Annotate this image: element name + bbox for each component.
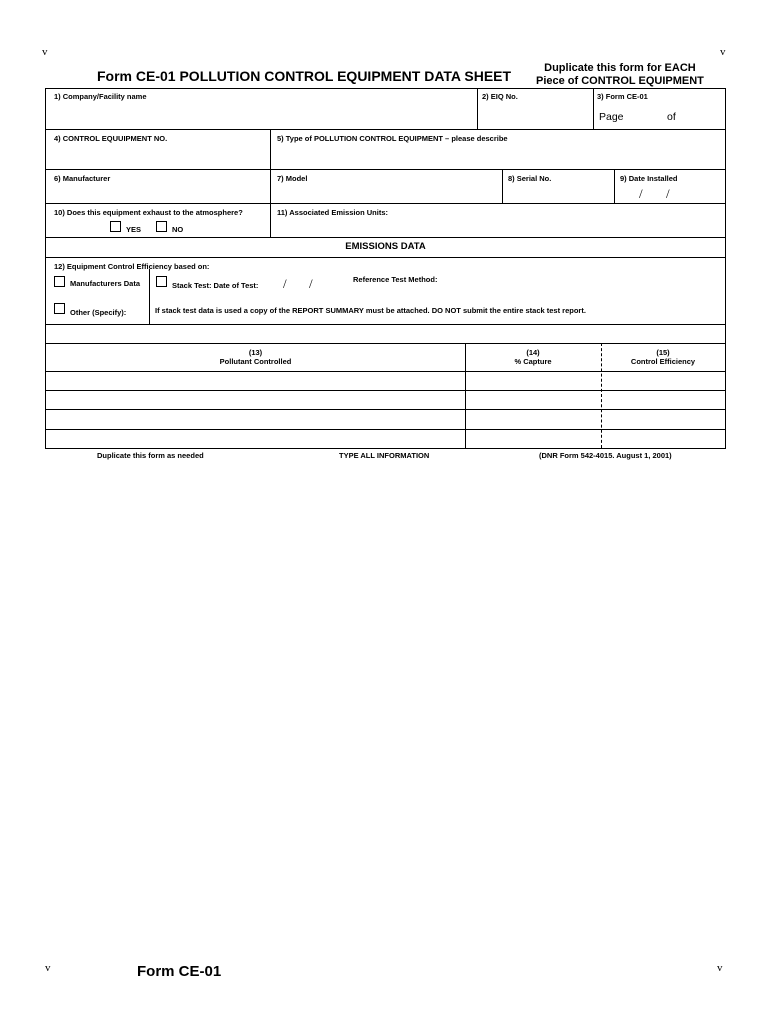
capture-percent-header bbox=[465, 348, 601, 366]
date-installed-slash-2: / bbox=[666, 186, 670, 201]
corner-mark-bottom-left: v bbox=[45, 962, 51, 974]
model-label: 7) Model bbox=[277, 174, 308, 183]
control-efficiency-header bbox=[601, 348, 725, 366]
other-specify-checkbox[interactable] bbox=[54, 303, 65, 314]
other-specify-label: Other (Specify): bbox=[70, 308, 127, 317]
corner-mark-top-left: v bbox=[42, 46, 48, 58]
no-label: NO bbox=[172, 225, 184, 234]
control-efficiency-number: (15) bbox=[656, 348, 670, 357]
pollutant-controlled-number: (13) bbox=[248, 348, 263, 357]
corner-mark-top-right: v bbox=[720, 46, 726, 58]
data-sheet-form bbox=[45, 88, 726, 449]
yes-checkbox[interactable] bbox=[110, 221, 121, 232]
eiq-number-label: 2) EIQ No. bbox=[482, 92, 518, 101]
stack-test-note: If stack test data is used a copy of the REPORT SUMMARY must be attached. DO NOT submit the entire stack test report. bbox=[155, 306, 586, 315]
stack-test-date-label: Stack Test: Date of Test: bbox=[172, 281, 259, 290]
stack-test-date-slash-2: / bbox=[309, 276, 313, 291]
date-installed-slash-1: / bbox=[639, 186, 643, 201]
type-all-information-note: TYPE ALL INFORMATION bbox=[339, 451, 430, 460]
capture-percent-label: % Capture bbox=[514, 357, 552, 366]
page-title: Form CE-01 POLLUTION CONTROL EQUIPMENT DATA SHEET bbox=[97, 68, 512, 84]
serial-number-label: 8) Serial No. bbox=[508, 174, 552, 183]
stack-test-date-slash-1: / bbox=[283, 276, 287, 291]
company-name-label: 1) Company/Facility name bbox=[54, 92, 147, 101]
duplicate-instruction bbox=[536, 62, 704, 88]
capture-percent-number: (14) bbox=[526, 348, 540, 357]
bottom-form-label: Form CE-01 bbox=[137, 963, 222, 980]
manufacturers-data-label: Manufacturers Data bbox=[70, 279, 141, 288]
page-of-label: of bbox=[667, 111, 676, 123]
duplicate-instruction-line2: Piece of CONTROL EQUIPMENT bbox=[536, 75, 704, 87]
equipment-type-label: 5) Type of POLLUTION CONTROL EQUIPMENT – please describe bbox=[277, 134, 508, 143]
pollutant-controlled-label: Pollutant Controlled bbox=[219, 357, 292, 366]
manufacturer-label: 6) Manufacturer bbox=[54, 174, 111, 183]
exhaust-question-label: 10) Does this equipment exhaust to the atmosphere? bbox=[54, 208, 243, 217]
control-equipment-number-label: 4) CONTROL EQUUIPMENT NO. bbox=[54, 134, 168, 143]
reference-test-method-label: Reference Test Method: bbox=[353, 275, 438, 284]
date-installed-label: 9) Date Installed bbox=[620, 174, 678, 183]
emission-units-label: 11) Associated Emission Units: bbox=[277, 208, 389, 217]
manufacturers-data-checkbox[interactable] bbox=[54, 276, 65, 287]
efficiency-basis-label: 12) Equipment Control Efficiency based on: bbox=[54, 262, 210, 271]
yes-label: YES bbox=[126, 225, 142, 234]
pollutant-controlled-header bbox=[46, 348, 465, 366]
corner-mark-bottom-right: v bbox=[717, 962, 723, 974]
form-number-label: 3) Form CE-01 bbox=[597, 92, 648, 101]
no-checkbox[interactable] bbox=[156, 221, 167, 232]
emissions-data-heading: EMISSIONS DATA bbox=[345, 241, 426, 252]
dnr-form-number: (DNR Form 542-4015. August 1, 2001) bbox=[539, 451, 672, 460]
duplicate-form-note: Duplicate this form as needed bbox=[97, 451, 204, 460]
control-efficiency-label: Control Efficiency bbox=[630, 357, 696, 366]
duplicate-instruction-line1: Duplicate this form for EACH bbox=[544, 62, 696, 74]
page-label: Page bbox=[599, 111, 624, 123]
stack-test-checkbox[interactable] bbox=[156, 276, 167, 287]
